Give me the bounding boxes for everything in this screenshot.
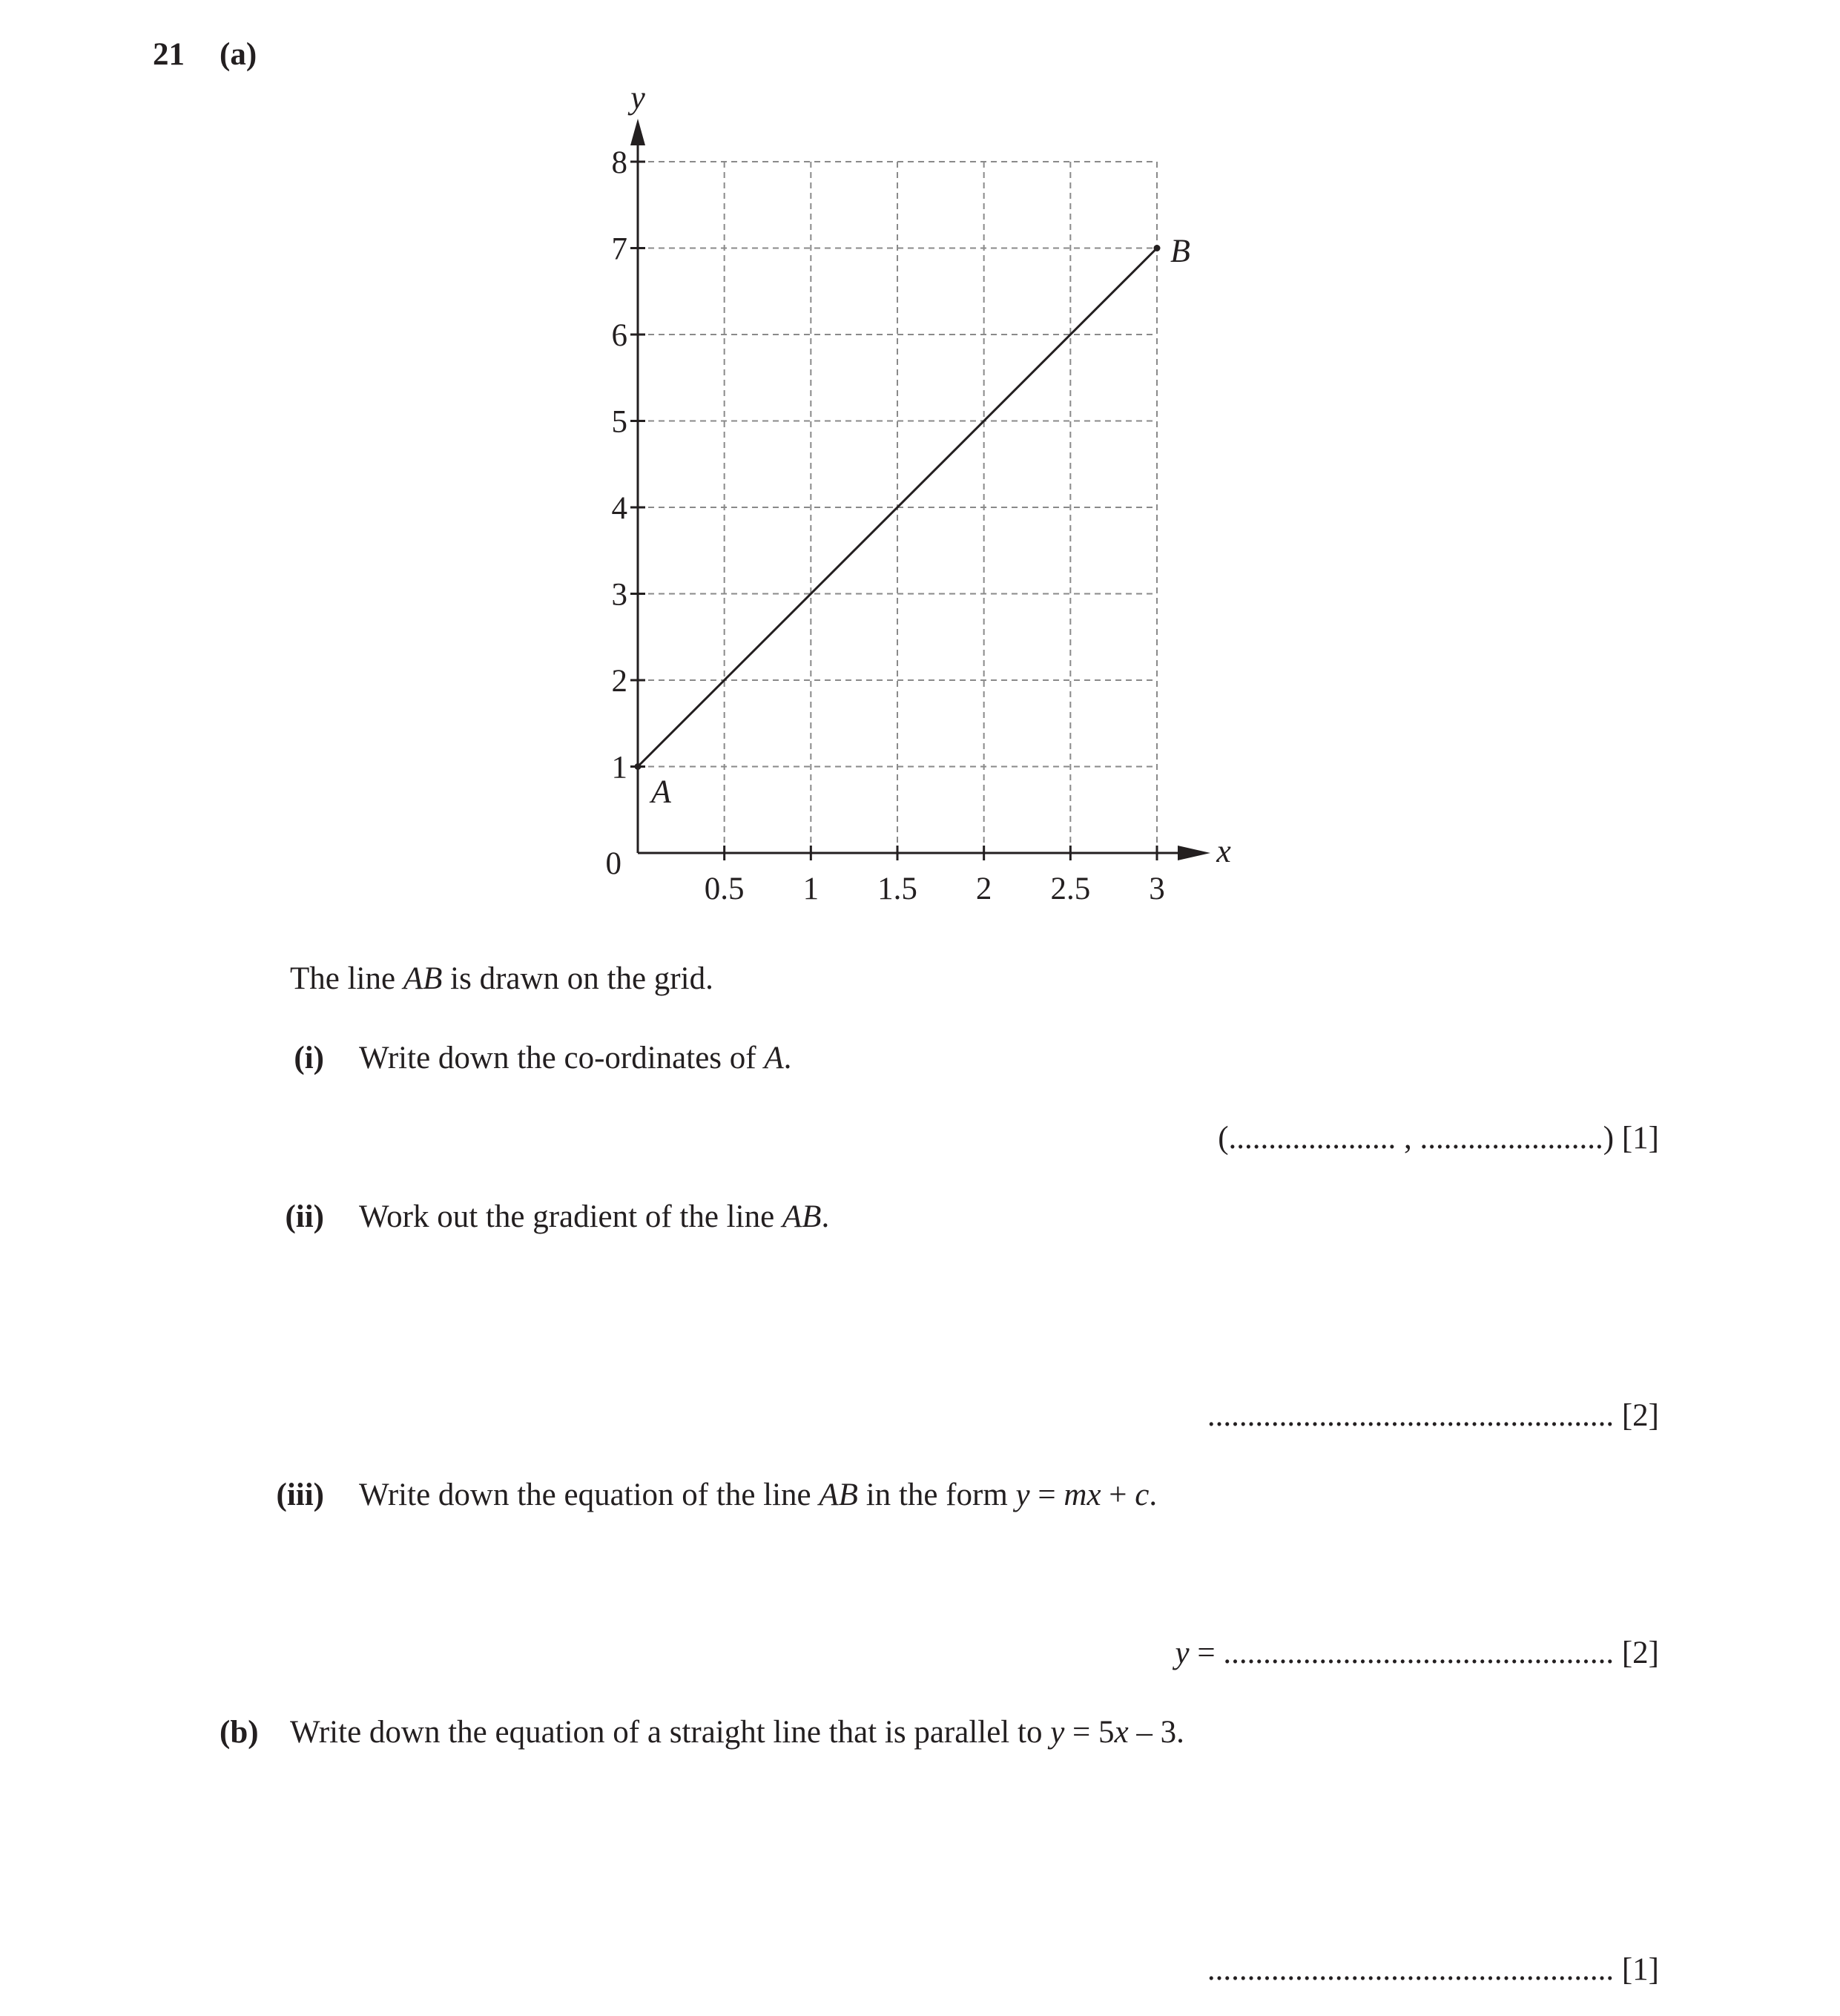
y-tick-label: 2 <box>611 664 627 699</box>
part-b-label: (b) <box>220 1715 259 1750</box>
point-b <box>1154 245 1161 251</box>
x-tick-label: 1.5 <box>877 872 917 906</box>
part-ii-label: (ii) <box>285 1199 324 1234</box>
part-ii-question: Work out the gradient of the line AB. <box>359 1199 830 1234</box>
question-number: 21 <box>153 37 185 72</box>
y-tick-label: 5 <box>611 404 627 440</box>
y-tick-label: 3 <box>611 577 627 613</box>
part-a-label: (a) <box>220 37 257 72</box>
y-tick-label: 4 <box>611 491 627 526</box>
x-tick-label: 0.5 <box>704 872 745 906</box>
y-tick-label: 8 <box>611 145 627 180</box>
origin-label: 0 <box>605 846 621 881</box>
x-tick-label: 2 <box>975 872 992 906</box>
tick-labels <box>606 79 1232 906</box>
part-iii-label: (iii) <box>276 1478 324 1512</box>
part-ii-answer-line[interactable]: ................................................... [2] <box>1207 1398 1659 1433</box>
part-i-label: (i) <box>294 1041 324 1075</box>
line-graph <box>0 0 1840 920</box>
part-iii-answer-line[interactable]: y = ................................................. [2] <box>1175 1635 1659 1670</box>
y-axis-arrow <box>630 119 645 145</box>
part-b-question: Write down the equation of a straight line that is parallel to y = 5x – 3. <box>290 1715 1184 1750</box>
part-i-question: Write down the co-ordinates of A. <box>359 1041 792 1075</box>
x-tick-label: 1 <box>802 872 820 906</box>
part-i-answer-line[interactable]: (..................... , .......................) [1] <box>1218 1121 1659 1156</box>
part-b-answer-line[interactable]: ................................................... [1] <box>1207 1952 1659 1987</box>
point-label-b: B <box>1170 232 1190 269</box>
x-axis-label: x <box>1216 833 1231 869</box>
x-tick-label: 3 <box>1149 872 1165 906</box>
part-iii-question: Write down the equation of the line AB in the form y = mx + c. <box>359 1478 1158 1512</box>
x-axis-arrow <box>1178 846 1210 860</box>
intro-text: The line AB is drawn on the grid. <box>290 961 713 996</box>
point-a <box>635 763 642 770</box>
axes <box>630 119 1210 860</box>
y-tick-label: 7 <box>611 231 627 267</box>
y-axis-label: y <box>630 79 645 116</box>
point-label-a: A <box>651 773 671 810</box>
y-tick-label: 6 <box>611 318 627 353</box>
y-tick-label: 1 <box>611 750 627 785</box>
x-tick-label: 2.5 <box>1050 872 1091 906</box>
